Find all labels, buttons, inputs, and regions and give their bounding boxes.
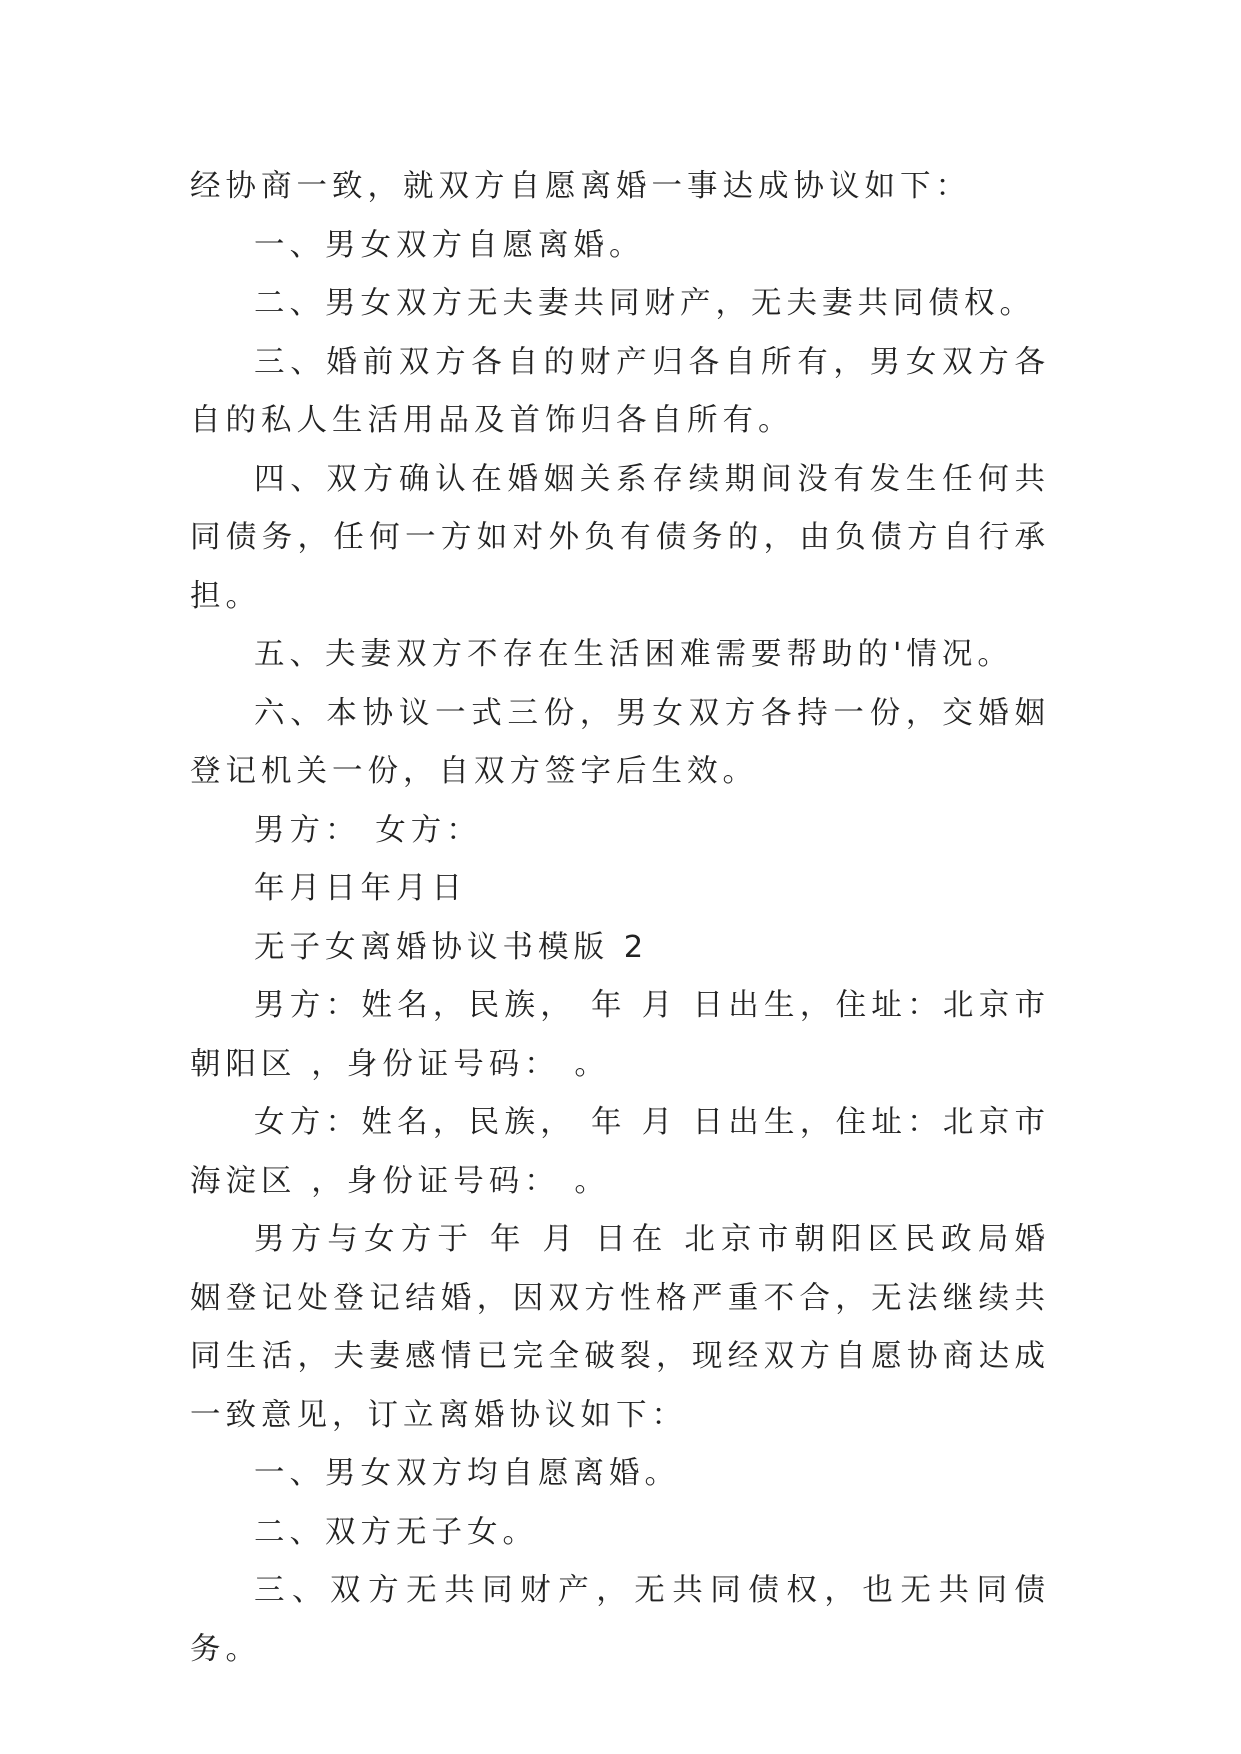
paragraph-male-party: 男方：姓名，民族， 年 月 日出生，住址：北京市朝阳区 ，身份证号码： 。 bbox=[190, 988, 1050, 1082]
paragraph-clause-3: 三、婚前双方各自的财产归各自所有，男女双方各自的私人生活用品及首饰归各自所有。 bbox=[190, 344, 1050, 438]
paragraph-intro: 经协商一致，就双方自愿离婚一事达成协议如下： bbox=[190, 169, 971, 204]
paragraph-clause-2: 二、男女双方无夫妻共同财产，无夫妻共同债权。 bbox=[254, 286, 1035, 321]
paragraph-term-3: 三、双方无共同财产，无共同债权，也无共同债务。 bbox=[190, 1573, 1050, 1667]
paragraph-clause-4: 四、双方确认在婚姻关系存续期间没有发生任何共同债务，任何一方如对外负有债务的，由负债方自行承担。 bbox=[190, 461, 1050, 614]
date-line: 年月日年月日 bbox=[254, 871, 467, 906]
paragraph-marriage-statement: 男方与女方于 年 月 日在 北京市朝阳区民政局婚姻登记处登记结婚，因双方性格严重不合，无法继续共同生活，夫妻感情已完全破裂，现经双方自愿协商达成一致意见，订立离婚协议如下： bbox=[190, 1222, 1050, 1433]
paragraph-term-1: 一、男女双方均自愿离婚。 bbox=[254, 1456, 680, 1491]
paragraph-clause-1: 一、男女双方自愿离婚。 bbox=[254, 227, 645, 263]
paragraph-term-2: 二、双方无子女。 bbox=[254, 1514, 538, 1550]
document-body bbox=[190, 158, 1050, 1679]
paragraph-clause-6: 六、本协议一式三份，男女双方各持一份，交婚姻登记机关一份，自双方签字后生效。 bbox=[190, 695, 1050, 789]
section-title: 无子女离婚协议书模版 2 bbox=[254, 929, 649, 965]
signature-line: 男方： 女方： bbox=[254, 812, 482, 848]
paragraph-clause-5: 五、夫妻双方不存在生活困难需要帮助的'情况。 bbox=[254, 637, 1013, 672]
paragraph-female-party: 女方：姓名，民族， 年 月 日出生，住址：北京市海淀区 ，身份证号码： 。 bbox=[190, 1105, 1050, 1199]
